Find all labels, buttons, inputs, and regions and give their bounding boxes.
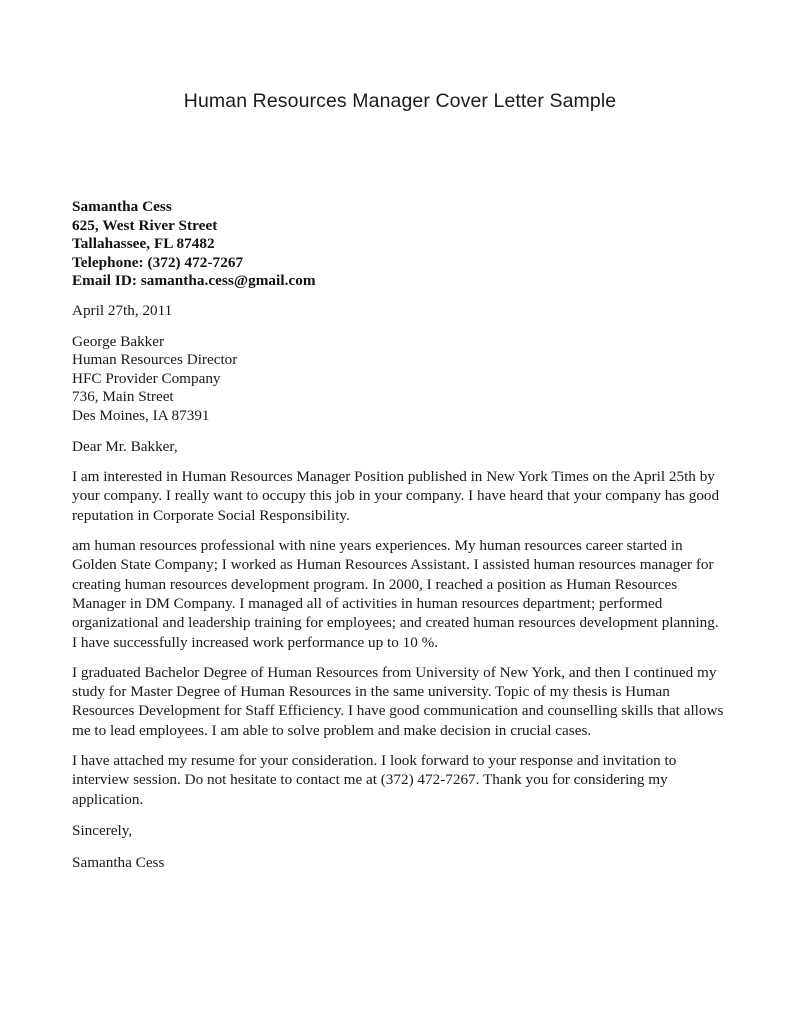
letter-body xyxy=(72,198,724,873)
recipient-name: George Bakker xyxy=(72,332,165,350)
recipient-street: 736, Main Street xyxy=(72,388,174,406)
recipient-address-block xyxy=(72,333,724,426)
body-paragraph-3: I graduated Bachelor Degree of Human Resources from University of New York, and then I continued my study for Master Degree of Human Resources in the same university. Topic of my thesis is Human Resources Development for Staff Efficiency. I have good communication and counselling skills that allows me to lead employees. I am able to solve problem and make decision in crucial cases. xyxy=(72,663,724,739)
page-title: Human Resources Manager Cover Letter Sample xyxy=(183,90,617,112)
sender-address-block xyxy=(72,198,724,291)
sender-telephone: Telephone: (372) 472-7267 xyxy=(72,253,244,271)
body-paragraph-2: am human resources professional with nine years experiences. My human resources career started in Golden State Company; I worked as Human Resources Assistant. I assisted human resources manager for creating human resources development program. In 2000, I reached a position as Human Resources Manager in DM Company. I managed all of activities in human resources department; performed organizational and leadership training for employees; and created human resources development planning. I have successfully increased work performance up to 10 %. xyxy=(72,537,719,651)
body-paragraph-4: I have attached my resume for your consideration. I look forward to your response and invitation to interview session. Do not hesitate to contact me at (372) 472-7267. Thank you for considering my application. xyxy=(72,751,677,808)
sender-name: Samantha Cess xyxy=(72,198,172,215)
letter-date: April 27th, 2011 xyxy=(72,301,173,319)
body-paragraph-1: I am interested in Human Resources Manager Position published in New York Times on the April 25th by your company. I really want to occupy this job in your company. I have heard that your company has good reputation in Corporate Social Responsibility. xyxy=(72,468,720,524)
sender-email: Email ID: samantha.cess@gmail.com xyxy=(72,272,316,290)
sender-street: 625, West River Street xyxy=(72,216,218,234)
closing-line: Sincerely, xyxy=(72,821,133,839)
recipient-city-state-zip: Des Moines, IA 87391 xyxy=(72,406,210,424)
sender-city-state-zip: Tallahassee, FL 87482 xyxy=(72,235,215,253)
recipient-job-title: Human Resources Director xyxy=(72,351,238,369)
salutation: Dear Mr. Bakker, xyxy=(72,437,178,455)
signature-name: Samantha Cess xyxy=(72,854,165,872)
recipient-company: HFC Provider Company xyxy=(72,369,221,387)
